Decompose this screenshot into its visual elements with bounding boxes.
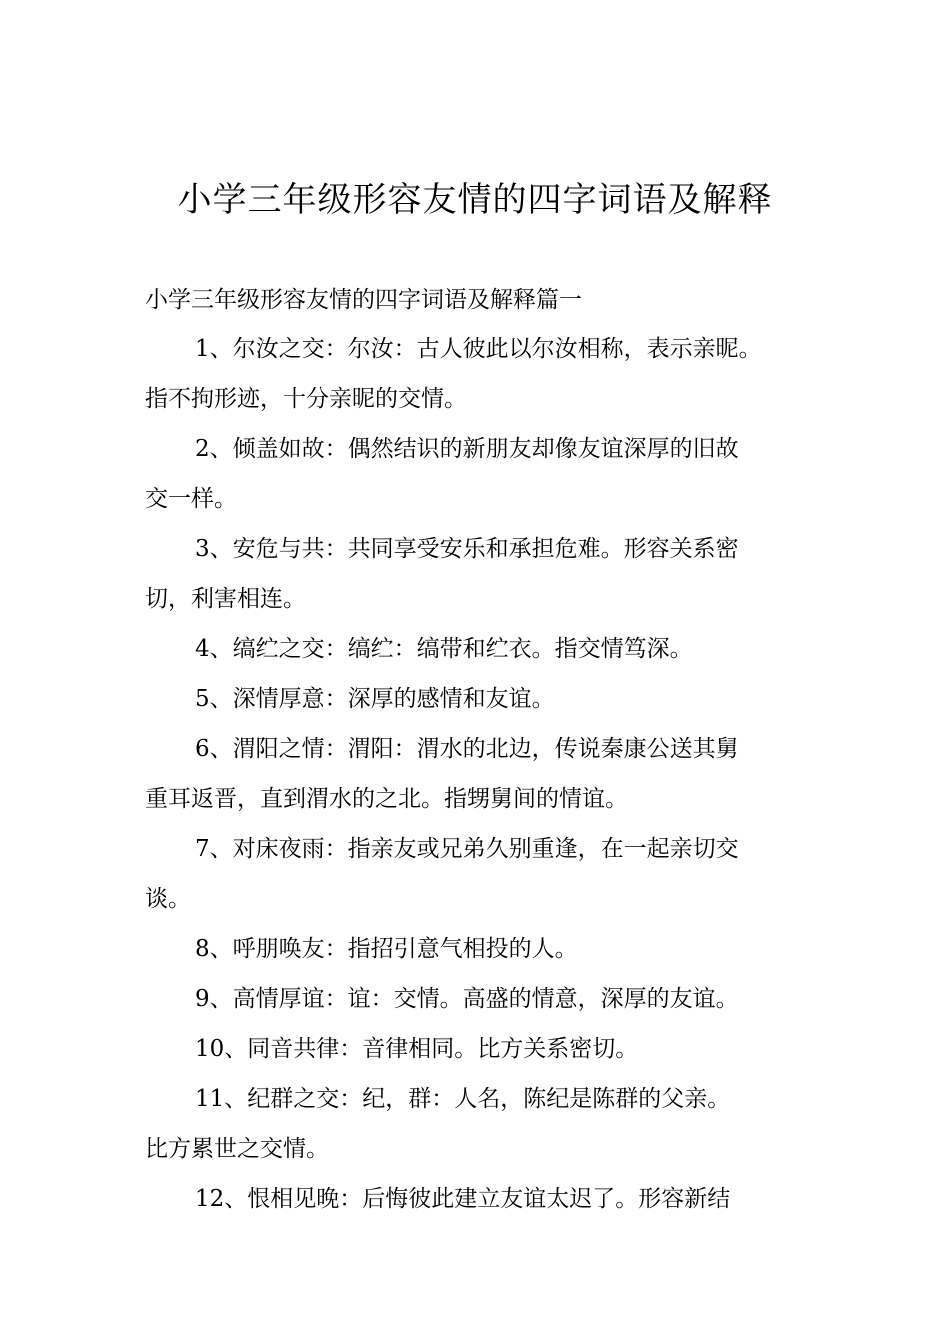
idiom-entry-continuation: 谈。 [145, 886, 191, 912]
idiom-entry-line: 3、安危与共：共同享受安乐和承担危难。形容关系密 [195, 536, 739, 562]
idiom-entry [145, 531, 810, 631]
idiom-entry-line: 2、倾盖如故：偶然结识的新朋友却像友谊深厚的旧故 [195, 436, 739, 462]
idiom-entry-line: 10、同音共律：音律相同。比方关系密切。 [195, 1036, 639, 1062]
idiom-entry [145, 431, 810, 531]
idiom-entry-line: 12、恨相见晚：后悔彼此建立友谊太迟了。形容新结 [195, 1186, 731, 1212]
idiom-entry-line: 5、深情厚意：深厚的感情和友谊。 [195, 686, 555, 712]
idiom-entry [145, 1181, 810, 1231]
idiom-entry [145, 731, 810, 831]
idiom-entry-line: 1、尔汝之交：尔汝：古人彼此以尔汝相称，表示亲昵。 [195, 336, 762, 362]
idiom-entry [145, 331, 810, 431]
idiom-list [145, 331, 810, 1231]
idiom-entry-continuation: 指不拘形迹，十分亲昵的交情。 [145, 386, 467, 412]
idiom-entry [145, 1081, 810, 1181]
idiom-entry-line: 4、缟纻之交：缟纻：缟带和纻衣。指交情笃深。 [195, 636, 693, 662]
idiom-entry [145, 681, 810, 731]
idiom-entry-line: 7、对床夜雨：指亲友或兄弟久别重逢，在一起亲切交 [195, 836, 739, 862]
idiom-entry-continuation: 比方累世之交情。 [145, 1136, 329, 1162]
idiom-entry-line: 11、纪群之交：纪，群：人名，陈纪是陈群的父亲。 [195, 1086, 731, 1112]
section-heading: 小学三年级形容友情的四字词语及解释篇一 [145, 287, 582, 313]
idiom-entry-line: 8、呼朋唤友：指招引意气相投的人。 [195, 936, 578, 962]
idiom-entry [145, 631, 810, 681]
idiom-entry [145, 981, 810, 1031]
idiom-entry-continuation: 交一样。 [145, 486, 237, 512]
idiom-entry-line: 6、渭阳之情：渭阳：渭水的北边，传说秦康公送其舅 [195, 736, 739, 762]
idiom-entry-line: 9、高情厚谊：谊：交情。高盛的情意，深厚的友谊。 [195, 986, 739, 1012]
idiom-entry-continuation: 切，利害相连。 [145, 586, 306, 612]
idiom-entry [145, 931, 810, 981]
idiom-entry [145, 1031, 810, 1081]
document-title: 小学三年级形容友情的四字词语及解释 [177, 180, 773, 220]
idiom-entry [145, 831, 810, 931]
idiom-entry-continuation: 重耳返晋，直到渭水的之北。指甥舅间的情谊。 [145, 786, 628, 812]
